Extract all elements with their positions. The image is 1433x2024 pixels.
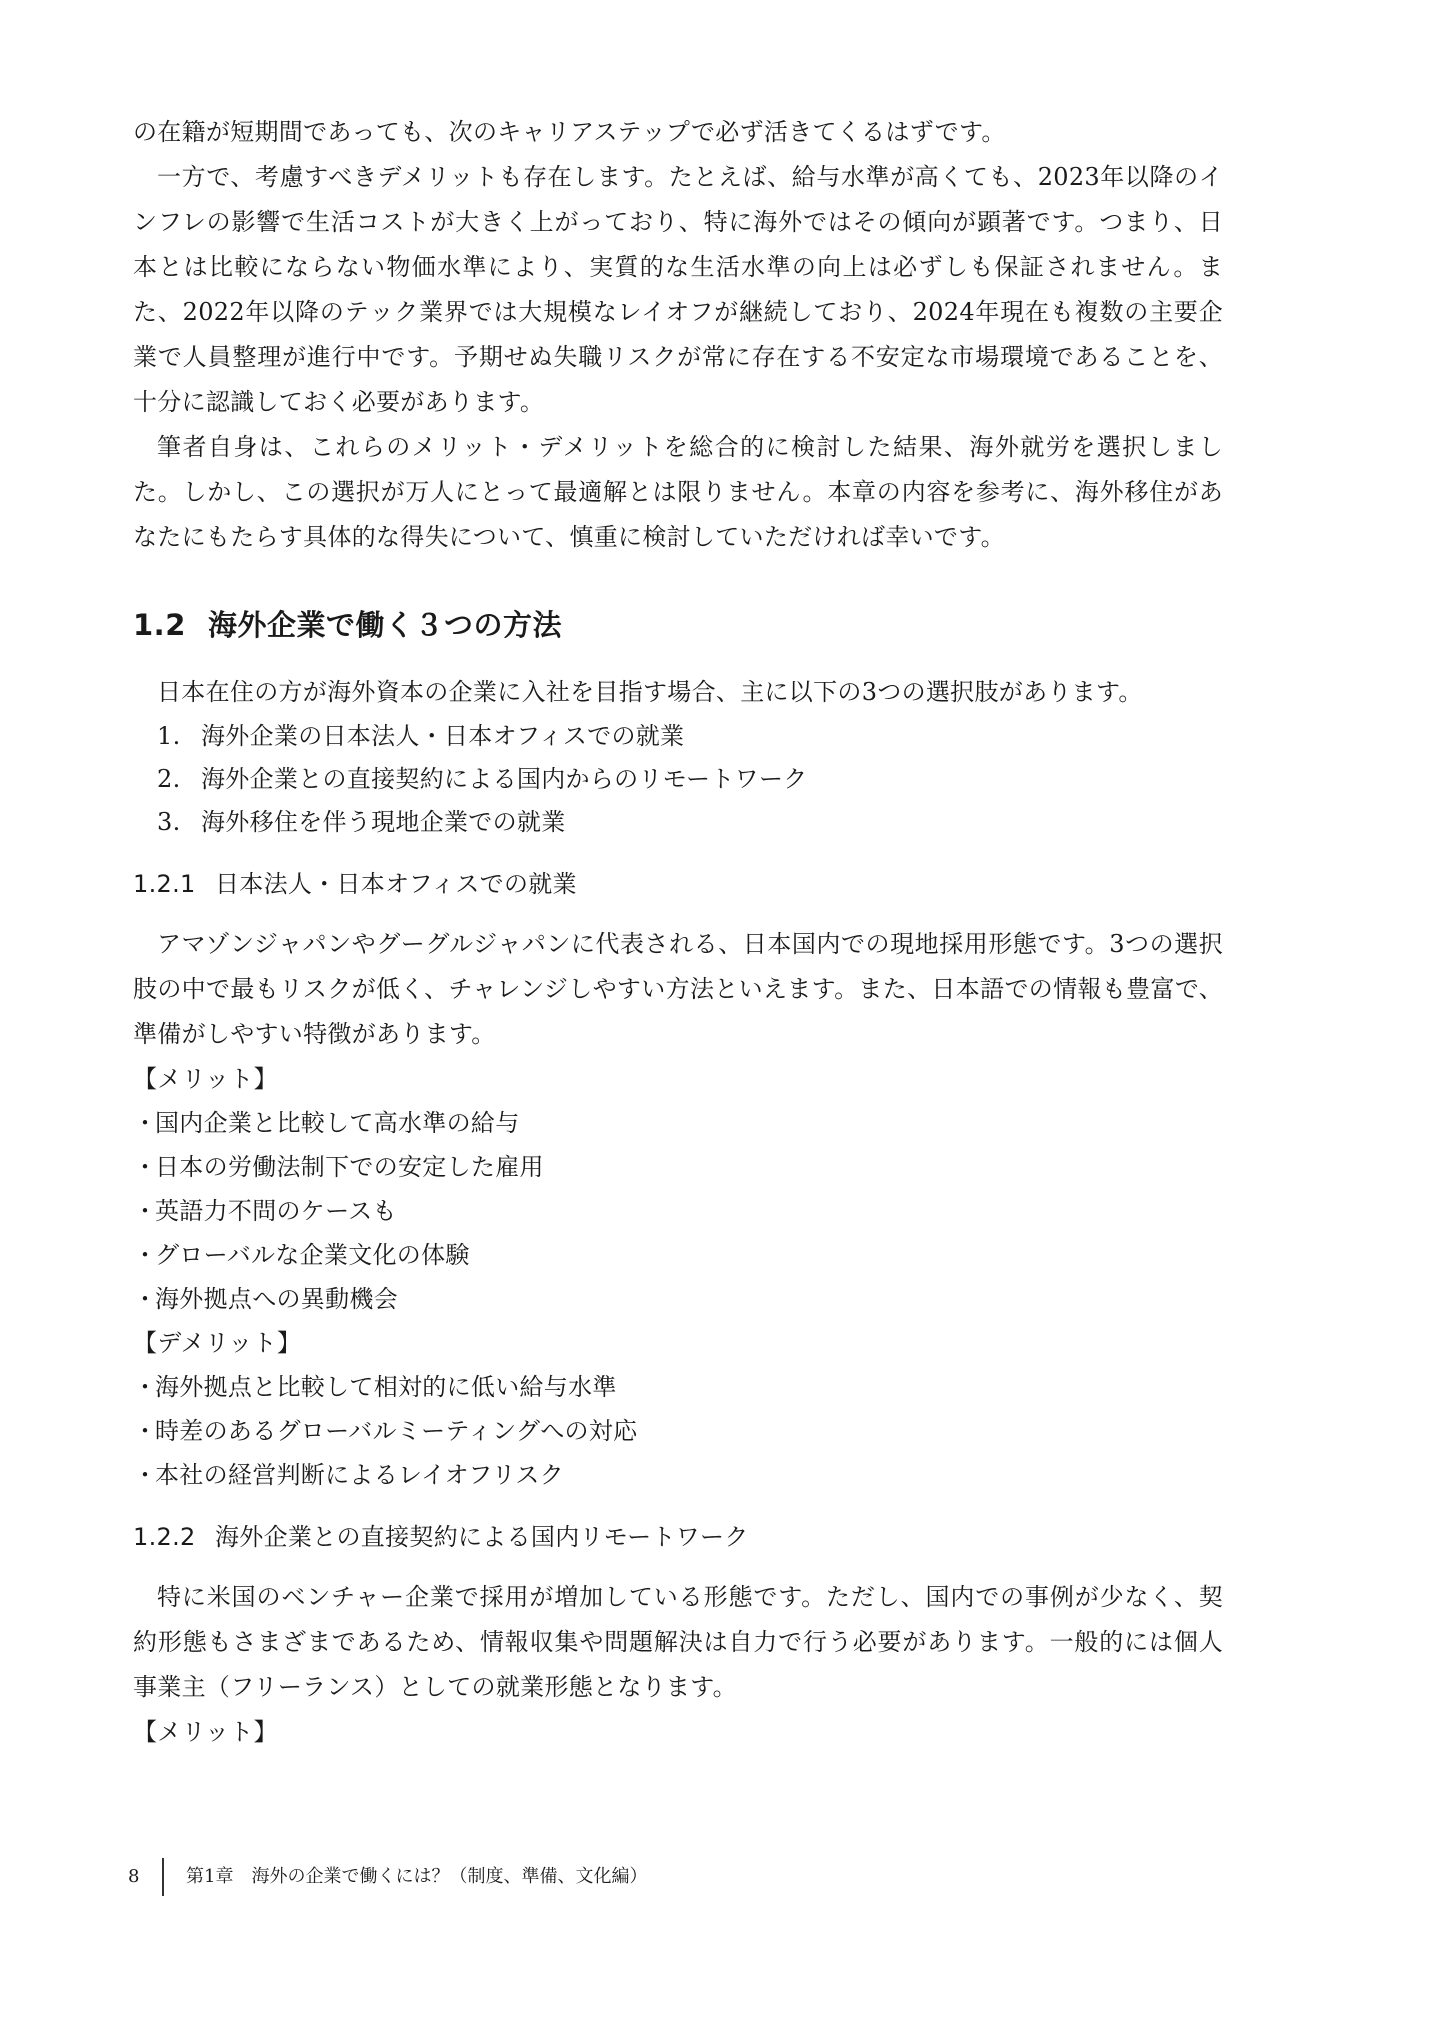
subsection-heading-1-2-2 xyxy=(133,1519,1223,1555)
bullet: ・ xyxy=(133,1461,158,1489)
list-text: 英語力不問のケースも xyxy=(155,1197,397,1225)
list-text: 本社の経営判断によるレイオフリスク xyxy=(155,1461,565,1489)
subsection-number: 1.2.1 xyxy=(133,870,196,898)
subsection-heading-1-2-1 xyxy=(133,866,1223,902)
bullet: ・ xyxy=(133,1109,158,1137)
bullet: ・ xyxy=(133,1241,158,1269)
list-text: 海外企業との直接契約による国内からのリモートワーク xyxy=(201,765,808,793)
list-item xyxy=(133,1277,1223,1321)
list-item xyxy=(133,1453,1223,1497)
list-text: 海外拠点への異動機会 xyxy=(155,1285,398,1313)
list-item xyxy=(133,1365,1223,1409)
list-item xyxy=(133,1145,1223,1189)
list-item xyxy=(133,1101,1223,1145)
subsection-number: 1.2.2 xyxy=(133,1523,196,1551)
list-text: 時差のあるグローバルミーティングへの対応 xyxy=(155,1417,638,1445)
section-title: 海外企業で働く３つの方法 xyxy=(208,608,563,642)
bullet: ・ xyxy=(133,1197,158,1225)
page-number: 8 xyxy=(128,1866,140,1887)
paragraph-continuation: の在籍が短期間であっても、次のキャリアステップで必ず活きてくるはずです。 xyxy=(133,118,1006,146)
bullet: ・ xyxy=(133,1373,158,1401)
list-text: グローバルな企業文化の体験 xyxy=(155,1241,470,1269)
subsection-paragraph: 特に米国のベンチャー企業で採用が増加している形態です。ただし、国内での事例が少なく、契約形態もさまざまであるため、情報収集や問題解決は自力で行う必要があります。一般的には個人事業主（フリーランス）としての就業形態となります。 xyxy=(133,1583,1223,1701)
section-number: 1.2 xyxy=(133,608,186,642)
list-index: 3. xyxy=(157,808,181,836)
paragraph-demerits-overview: 一方で、考慮すべきデメリットも存在します。たとえば、給与水準が高くても、2023年以降のインフレの影響で生活コストが大きく上がっており、特に海外ではその傾向が顕著です。つまり、日本とは比較にならない物価水準により、実質的な生活水準の向上は必ずしも保証されません。また、2022年以降のテック業界では大規模なレイオフが継続しており、2024年現在も複数の主要企業で人員整理が進行中です。予期せぬ失職リスクが常に存在する不安定な市場環境であることを、十分に認識しておく必要があります。 xyxy=(133,163,1223,416)
bullet: ・ xyxy=(133,1417,158,1445)
page-content xyxy=(133,110,1223,1754)
demerit-list xyxy=(133,1365,1223,1497)
list-text: 国内企業と比較して高水準の給与 xyxy=(155,1109,520,1137)
list-item xyxy=(133,715,1223,758)
list-item xyxy=(133,1189,1223,1233)
list-item xyxy=(133,1409,1223,1453)
running-footer-chapter: 第1章 海外の企業で働くには？（制度、準備、文化編） xyxy=(186,1866,648,1887)
list-item xyxy=(133,1233,1223,1277)
list-item xyxy=(133,758,1223,801)
bullet: ・ xyxy=(133,1153,158,1181)
merit-label: 【メリット】 xyxy=(133,1718,278,1746)
list-index: 2. xyxy=(157,765,181,793)
merit-list xyxy=(133,1101,1223,1321)
subsection-paragraph: アマゾンジャパンやグーグルジャパンに代表される、日本国内での現地採用形態です。3つの選択肢の中で最もリスクが低く、チャレンジしやすい方法といえます。また、日本語での情報も豊富で、準備がしやすい特徴があります。 xyxy=(133,930,1223,1048)
merit-label: 【メリット】 xyxy=(133,1065,278,1093)
list-item xyxy=(133,801,1223,844)
options-list xyxy=(133,715,1223,844)
list-index: 1. xyxy=(157,722,181,750)
list-text: 海外移住を伴う現地企業での就業 xyxy=(201,808,566,836)
demerit-label: 【デメリット】 xyxy=(133,1329,302,1357)
list-text: 日本の労働法制下での安定した雇用 xyxy=(155,1153,544,1181)
section-intro: 日本在住の方が海外資本の企業に入社を目指す場合、主に以下の3つの選択肢があります。 xyxy=(157,678,1143,706)
footer-divider xyxy=(162,1858,164,1896)
section-heading-1-2 xyxy=(133,605,1223,645)
paragraph-author-choice: 筆者自身は、これらのメリット・デメリットを総合的に検討した結果、海外就労を選択しました。しかし、この選択が万人にとって最適解とは限りません。本章の内容を参考に、海外移住があなたにもたらす具体的な得失について、慎重に検討していただければ幸いです。 xyxy=(133,433,1223,551)
list-text: 海外企業の日本法人・日本オフィスでの就業 xyxy=(201,722,685,750)
bullet: ・ xyxy=(133,1285,158,1313)
subsection-title: 日本法人・日本オフィスでの就業 xyxy=(215,870,577,898)
subsection-title: 海外企業との直接契約による国内リモートワーク xyxy=(215,1523,749,1551)
page-footer xyxy=(128,1857,647,1897)
list-text: 海外拠点と比較して相対的に低い給与水準 xyxy=(155,1373,617,1401)
